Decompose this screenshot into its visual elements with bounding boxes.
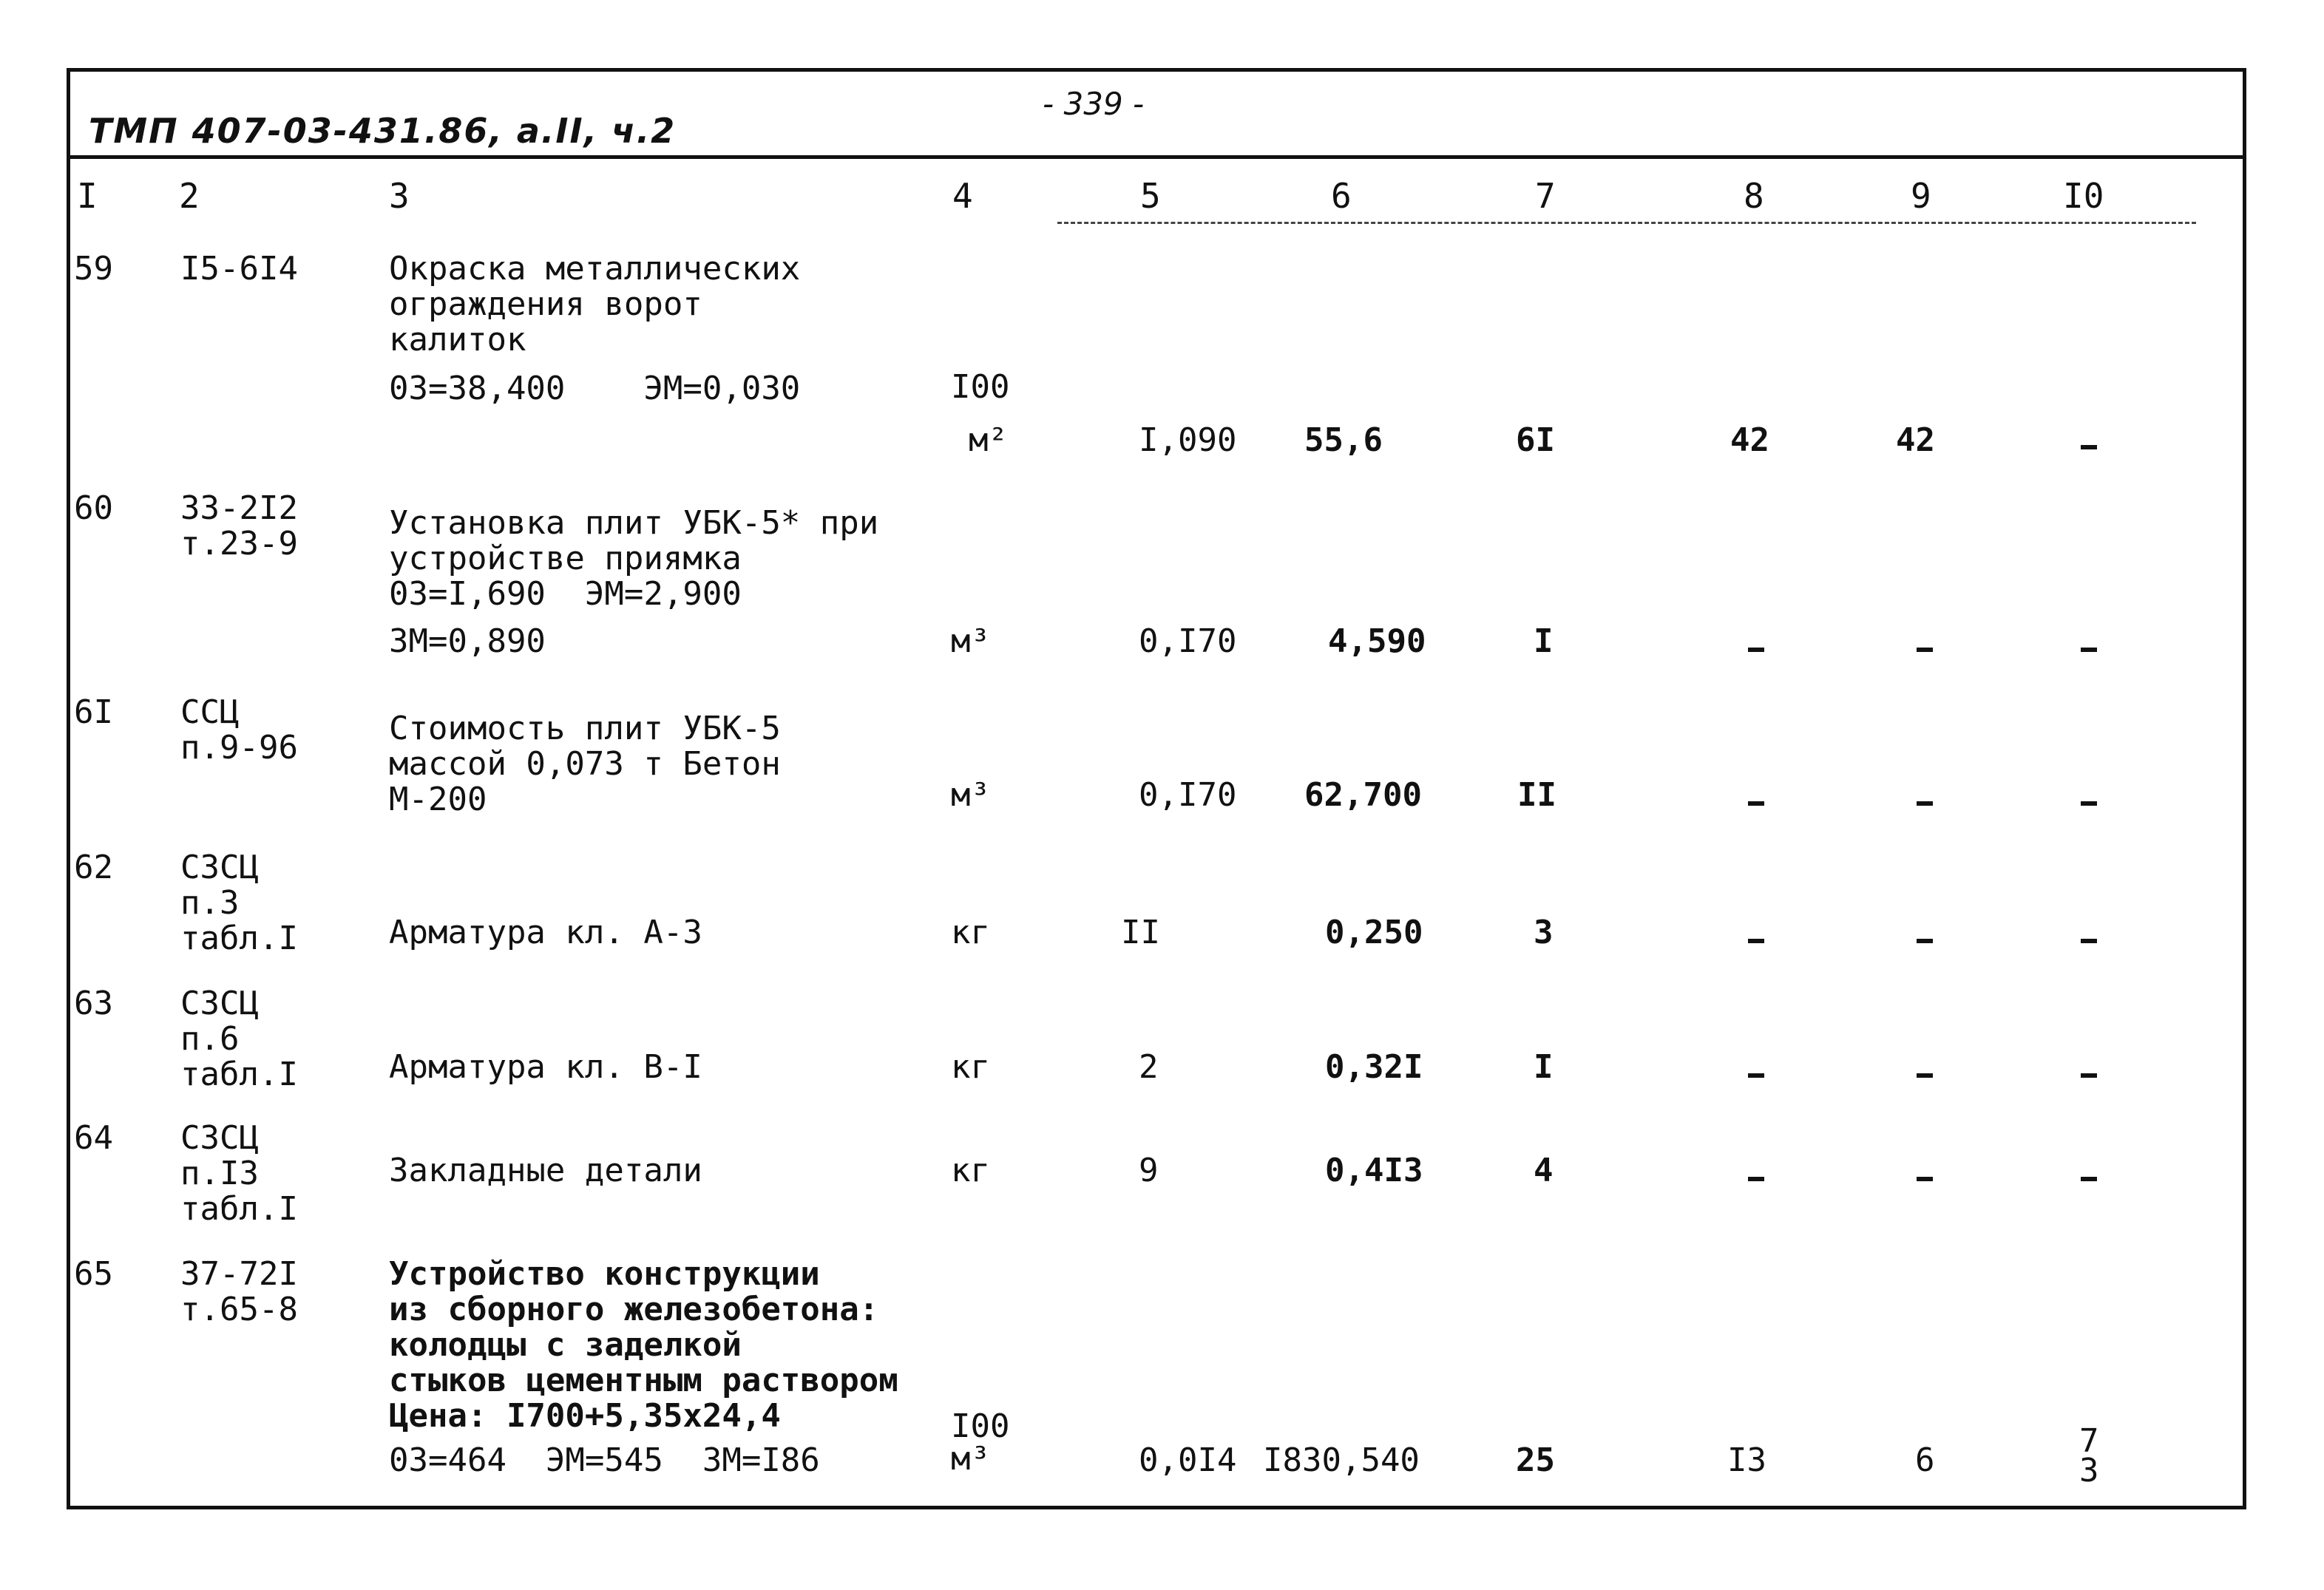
row-60-c10-dash (2081, 648, 2097, 652)
row-61-ref: ССЦ п.9-96 (180, 693, 298, 767)
col-header-5: 5 (1140, 176, 1161, 216)
row-62-c6: 0,250 (1325, 914, 1423, 951)
row-65-extra: 03=464 ЭМ=545 ЗМ=I86 (389, 1441, 820, 1479)
row-65-num: 65 (74, 1255, 113, 1293)
row-61-c10-dash (2081, 801, 2097, 806)
row-61-c5: 0,I70 (1139, 776, 1237, 814)
row-60-desc: Установка плит УБК-5* при устройстве приямка 03=I,690 ЭМ=2,900 (389, 504, 879, 613)
row-63-c10-dash (2081, 1073, 2097, 1078)
page-number: - 339 - (1043, 86, 1145, 122)
row-62-desc: Арматура кл. А-3 (389, 914, 702, 951)
row-62-num: 62 (74, 849, 113, 886)
row-62-unit: кг (951, 914, 990, 951)
row-62-c7: 3 (1534, 914, 1554, 951)
row-65-ref: 37-72I т.65-8 (180, 1255, 298, 1328)
header-dashed-rule (1057, 222, 2196, 224)
row-65-c5: 0,0I4 (1139, 1441, 1237, 1479)
col-header-7: 7 (1535, 176, 1556, 216)
row-59-desc: Окраска металлических ограждения ворот калиток (389, 250, 801, 359)
row-61-c7: II (1517, 776, 1556, 814)
row-64-c9-dash (1917, 1177, 1933, 1181)
row-59-c8: 42 (1730, 421, 1769, 459)
row-61-c6: 62,700 (1304, 776, 1422, 814)
row-59-c9: 42 (1896, 421, 1935, 459)
row-64-c6: 0,4I3 (1325, 1152, 1423, 1189)
row-63-c7: I (1534, 1048, 1554, 1086)
col-header-8: 8 (1744, 176, 1764, 216)
col-header-9: 9 (1911, 176, 1931, 216)
row-59-c10-dash (2081, 445, 2097, 449)
row-64-unit: кг (951, 1152, 990, 1189)
row-59-num: 59 (74, 250, 113, 288)
row-65-unit: м³ (951, 1440, 990, 1478)
col-header-4: 4 (952, 176, 973, 216)
col-header-2: 2 (179, 176, 200, 216)
row-65-desc: Устройство конструкции из сборного железобетона: колодцы с заделкой стыков цементным раствором Цена: I700+5,35x24,4 (389, 1255, 898, 1435)
row-59-extra: 03=38,400 ЭМ=0,030 (389, 370, 801, 407)
row-60-c5: 0,I70 (1139, 622, 1237, 660)
row-60-c9-dash (1917, 648, 1933, 652)
row-63-num: 63 (74, 985, 113, 1022)
row-64-c7: 4 (1534, 1152, 1554, 1189)
row-60-c6: 4,590 (1328, 622, 1426, 660)
row-61-num: 6I (74, 693, 113, 731)
row-64-c5: 9 (1139, 1152, 1159, 1189)
row-64-c10-dash (2081, 1177, 2097, 1181)
row-64-c8-dash (1748, 1177, 1764, 1181)
row-61-c8-dash (1748, 801, 1764, 806)
row-59-c5: I,090 (1139, 421, 1237, 459)
row-65-c6: I830,540 (1263, 1441, 1420, 1479)
row-63-unit: кг (951, 1048, 990, 1086)
row-63-c5: 2 (1139, 1048, 1159, 1086)
row-65-c10: 7 3 (2079, 1422, 2099, 1489)
col-header-6: 6 (1331, 176, 1352, 216)
row-60-c7: I (1534, 622, 1554, 660)
row-64-ref: СЗСЦ п.I3 табл.I (180, 1119, 298, 1228)
row-63-c8-dash (1748, 1073, 1764, 1078)
row-62-ref: СЗСЦ п.3 табл.I (180, 849, 298, 957)
col-header-1: I (77, 176, 98, 216)
row-65-c8: I3 (1727, 1441, 1766, 1479)
header-divider (67, 155, 2246, 159)
row-61-unit: м³ (951, 776, 990, 814)
row-65-unit-top: I00 (951, 1407, 1010, 1445)
col-header-3: 3 (389, 176, 410, 216)
row-63-c6: 0,32I (1325, 1048, 1423, 1086)
document-code: ТМП 407-03-431.86, а.II, ч.2 (89, 111, 677, 151)
row-60-unit: м³ (951, 622, 990, 660)
row-62-c9-dash (1917, 939, 1933, 943)
row-60-ref: 33-2I2 т.23-9 (180, 489, 298, 563)
row-59-ref: I5-6I4 (180, 250, 298, 288)
row-62-c8-dash (1748, 939, 1764, 943)
col-header-10: I0 (2063, 176, 2104, 216)
row-63-desc: Арматура кл. В-I (389, 1048, 702, 1086)
row-59-unit: м² (969, 421, 1008, 459)
row-65-c9: 6 (1915, 1441, 1935, 1479)
row-63-c9-dash (1917, 1073, 1933, 1078)
row-60-num: 60 (74, 489, 113, 527)
row-60-c8-dash (1748, 648, 1764, 652)
row-59-unit-top: I00 (951, 368, 1010, 406)
row-59-c6: 55,6 (1304, 421, 1383, 459)
row-63-ref: СЗСЦ п.6 табл.I (180, 985, 298, 1093)
row-59-c7: 6I (1516, 421, 1555, 459)
row-65-c7: 25 (1516, 1441, 1555, 1479)
row-64-desc: Закладные детали (389, 1152, 702, 1189)
row-60-extra: ЗМ=0,890 (389, 622, 546, 660)
row-62-c10-dash (2081, 939, 2097, 943)
row-62-c5: II (1121, 914, 1160, 951)
row-64-num: 64 (74, 1119, 113, 1157)
row-61-desc: Стоимость плит УБК-5 массой 0,073 т Бетон М-200 (389, 710, 781, 818)
row-61-c9-dash (1917, 801, 1933, 806)
